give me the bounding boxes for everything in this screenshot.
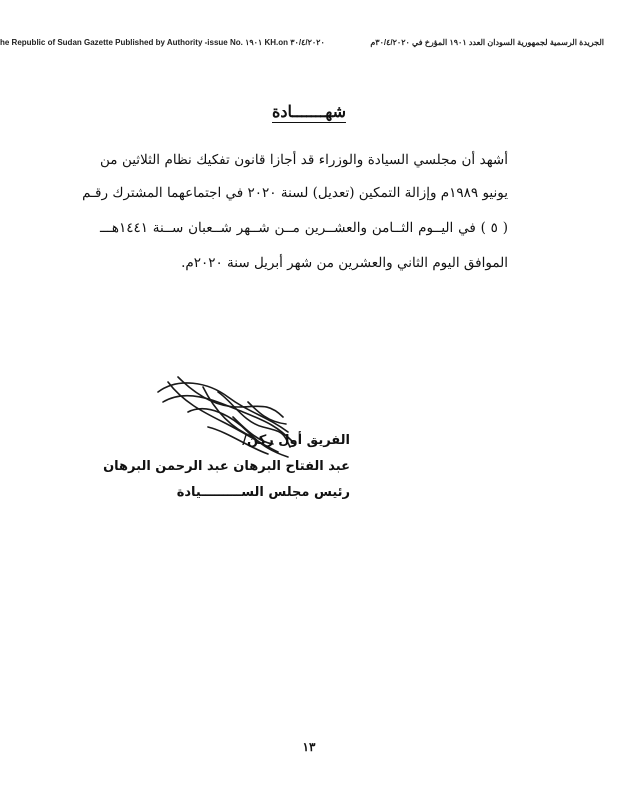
body-line-1: أشهد أن مجلسي السيادة والوزراء قد أجازا قانون تفكيك نظام الثلاثين من <box>100 152 508 168</box>
header-arabic: الجريدة الرسمية لجمهورية السودان العدد ١٩٠١ المؤرخ في ٣٠/٤/٢٠٢٠م <box>370 38 604 47</box>
title-text: شهـــــــادة <box>272 102 346 121</box>
signatory-block <box>103 428 350 506</box>
body-line-2: يونيو ١٩٨٩م وإزالة التمكين (تعديل) لسنة ٢٠٢٠ في اجتماعهما المشترك رقـم <box>82 185 508 201</box>
header-english: he Republic of Sudan Gazette Published by Authority -issue No. ١٩٠١ KH.on ٣٠/٤/٢٠٢٠ <box>0 38 325 47</box>
document-title <box>0 102 618 121</box>
body-line-4: الموافق اليوم الثاني والعشرين من شهر أبريل سنة ٢٠٢٠م. <box>181 255 508 271</box>
page-number: ١٣ <box>302 740 316 754</box>
signatory-position: رئيس مجلس الســـــــــيادة <box>176 485 350 500</box>
signatory-rank: الفريق أول ركن/ <box>242 433 350 448</box>
gazette-header <box>0 38 612 50</box>
signatory-name: عبد الفتاح البرهان عبد الرحمن البرهان <box>103 459 350 474</box>
body-line-3: ( ٥ ) في اليــوم الثــامن والعشــرين مــن شــهر شــعبان ســنة ١٤٤١هـــ <box>100 220 509 236</box>
